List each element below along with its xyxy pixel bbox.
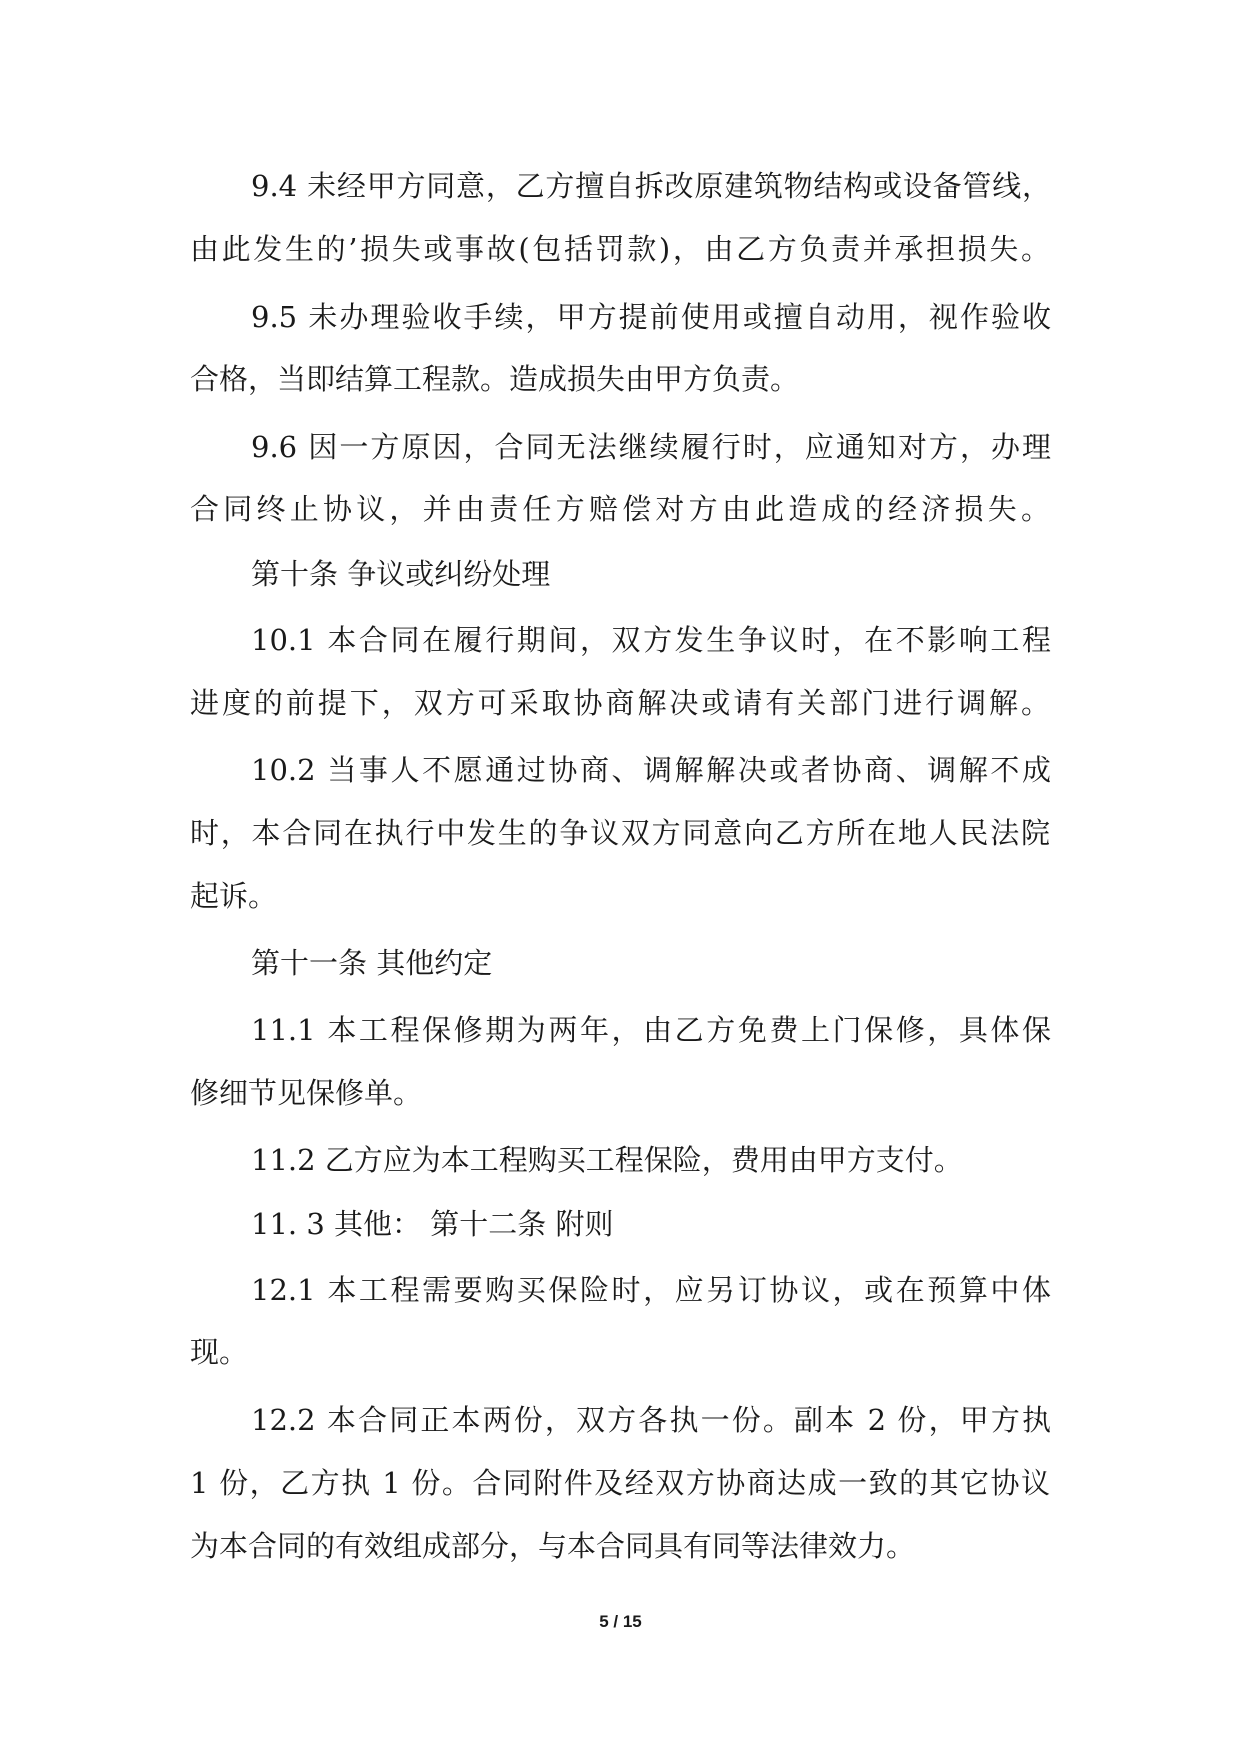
text-line: 起诉。 (190, 879, 278, 913)
clause-10-2-line-2 (0, 813, 1241, 853)
clause-12-2-line-2 (0, 1463, 1241, 1503)
text-line: 11. 3 其他： 第十二条 附则 (251, 1207, 614, 1241)
article-11-heading (0, 943, 1241, 983)
text-line: 10.1 本合同在履行期间，双方发生争议时，在不影响工程 (251, 623, 1051, 657)
clause-9-5-line-1 (0, 297, 1241, 337)
clause-11-1-line-1 (0, 1010, 1241, 1050)
text-line: 11.2 乙方应为本工程购买工程保险，费用由甲方支付。 (251, 1143, 963, 1177)
section-heading: 第十条 争议或纠纷处理 (251, 557, 551, 591)
text-line: 现。 (190, 1335, 249, 1369)
text-line: 修细节见保修单。 (190, 1076, 423, 1110)
text-line: 12.2 本合同正本两份，双方各执一份。副本 2 份，甲方执 (251, 1403, 1051, 1437)
clause-10-1-line-2 (0, 683, 1241, 723)
text-line: 12.1 本工程需要购买保险时，应另订协议，或在预算中体 (251, 1273, 1051, 1307)
clause-9-5-line-2 (0, 359, 1241, 399)
text-line: 进度的前提下，双方可采取协商解决或请有关部门进行调解。 (190, 686, 1050, 720)
clause-9-6-line-1 (0, 427, 1241, 467)
clause-10-2-line-3 (0, 876, 1241, 916)
clause-11-2 (0, 1140, 1241, 1180)
text-line: 合同终止协议，并由责任方赔偿对方由此造成的经济损失。 (190, 492, 1050, 526)
clause-10-2-line-1 (0, 750, 1241, 790)
clause-12-2-line-1 (0, 1400, 1241, 1440)
clause-9-4-line-1 (0, 166, 1241, 206)
clause-11-3-and-article-12-heading (0, 1204, 1241, 1244)
text-line: 1 份，乙方执 1 份。合同附件及经双方协商达成一致的其它协议 (190, 1466, 1050, 1500)
clause-12-1-line-1 (0, 1270, 1241, 1310)
text-line: 合格，当即结算工程款。造成损失由甲方负责。 (190, 362, 800, 396)
text-line: 9.6 因一方原因，合同无法继续履行时，应通知对方，办理 (251, 430, 1051, 464)
clause-12-2-line-3 (0, 1526, 1241, 1566)
clause-10-1-line-1 (0, 620, 1241, 660)
section-heading: 第十一条 其他约定 (251, 946, 493, 980)
text-line: 10.2 当事人不愿通过协商、调解解决或者协商、调解不成 (251, 753, 1051, 787)
text-line: 9.4 未经甲方同意，乙方擅自拆改原建筑物结构或设备管线， (251, 169, 1051, 203)
text-line: 11.1 本工程保修期为两年，由乙方免费上门保修，具体保 (251, 1013, 1051, 1047)
page-number: 5 / 15 (599, 1612, 642, 1631)
article-10-heading (0, 554, 1241, 594)
clause-9-6-line-2 (0, 489, 1241, 529)
clause-12-1-line-2 (0, 1332, 1241, 1372)
text-line: 由此发生的’损失或事故(包括罚款)，由乙方负责并承担损失。 (190, 232, 1050, 266)
text-line: 为本合同的有效组成部分，与本合同具有同等法律效力。 (190, 1529, 916, 1563)
clause-11-1-line-2 (0, 1073, 1241, 1113)
clause-9-4-line-2 (0, 229, 1241, 269)
text-line: 时，本合同在执行中发生的争议双方同意向乙方所在地人民法院 (190, 816, 1050, 850)
text-line: 9.5 未办理验收手续，甲方提前使用或擅自动用，视作验收 (251, 300, 1051, 334)
